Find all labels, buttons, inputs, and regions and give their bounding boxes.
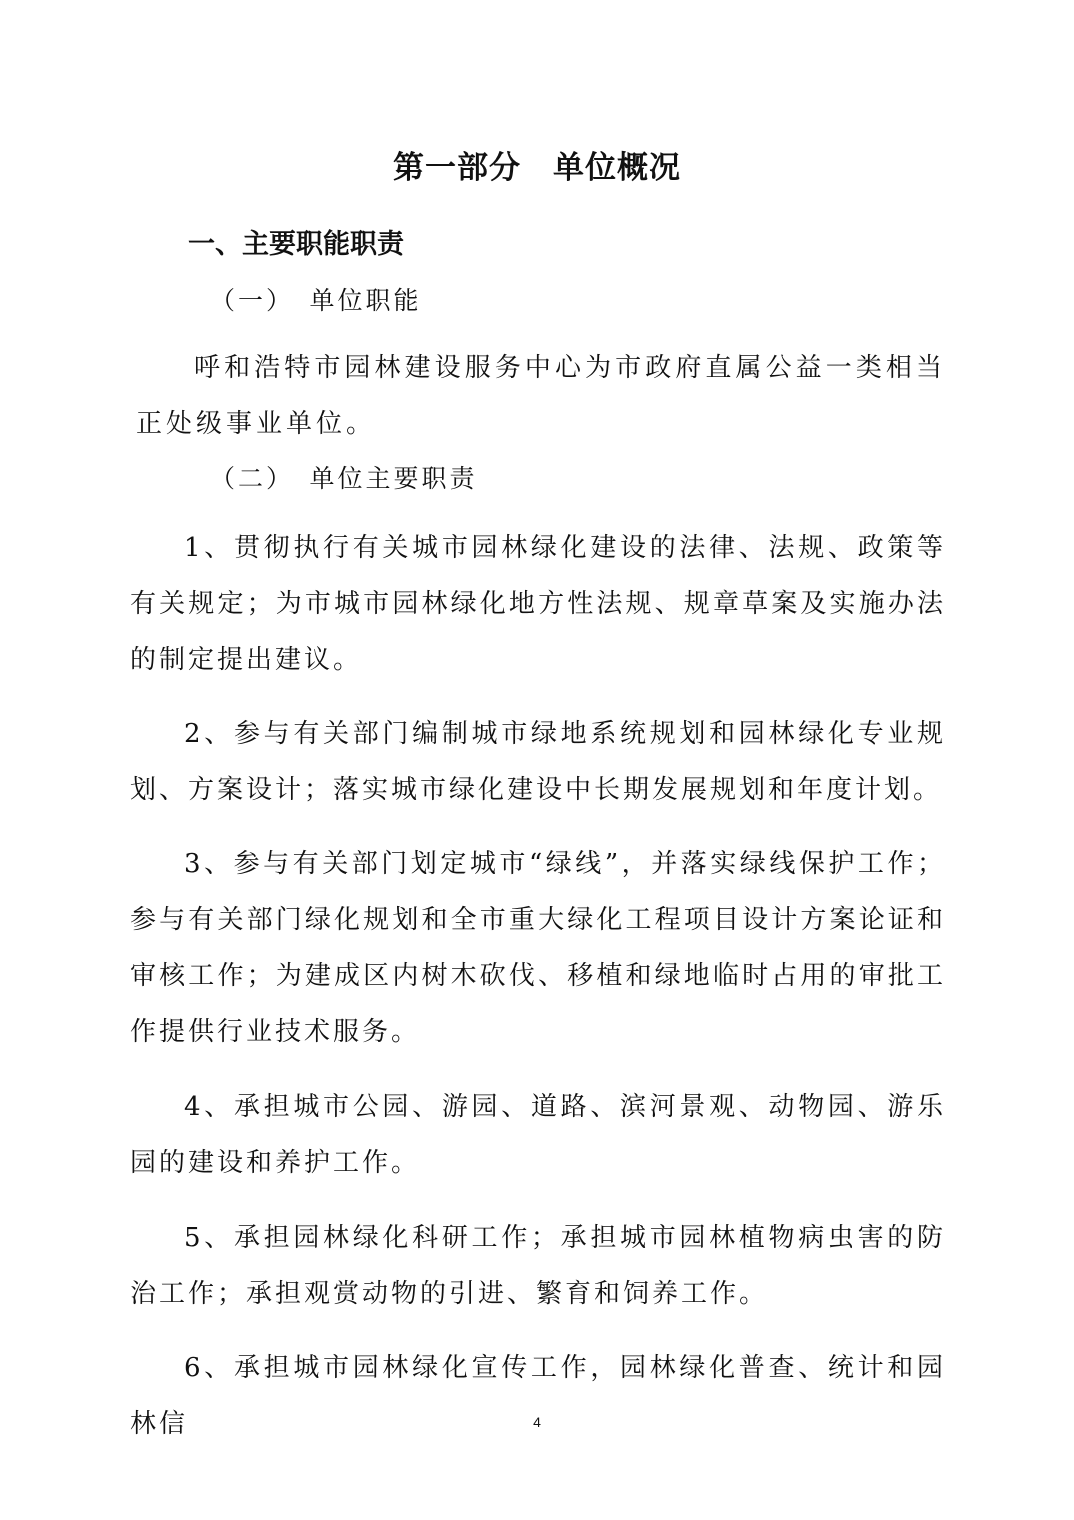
subsection-heading-duties: （二） 单位主要职责 [210,464,478,493]
duty-paragraph-4: 4、承担城市公园、游园、道路、滨河景观、动物园、游乐园的建设和养护工作。 [130,1092,946,1178]
section-heading: 一、主要职能职责 [188,229,404,260]
duty-paragraph-3: 3、参与有关部门划定城市“绿线”，并落实绿线保护工作；参与有关部门绿化规划和全市重大绿化工程项目设计方案论证和审核工作；为建成区内树木砍伐、移植和绿地临时占用的审批工作提供行业技术服务。 [130,849,946,1047]
duty-paragraph-6: 6、承担城市园林绿化宣传工作，园林绿化普查、统计和园林信 [130,1353,946,1439]
page-number: 4 [533,1414,541,1430]
duty-paragraph-2: 2、参与有关部门编制城市绿地系统规划和园林绿化专业规划、方案设计；落实城市绿化建设中长期发展规划和年度计划。 [130,719,946,805]
duty-paragraph-1: 1、贯彻执行有关城市园林绿化建设的法律、法规、政策等有关规定；为市城市园林绿化地方性法规、规章草案及实施办法的制定提出建议。 [130,533,946,675]
duty-paragraph-5: 5、承担园林绿化科研工作；承担城市园林植物病虫害的防治工作；承担观赏动物的引进、繁育和饲养工作。 [130,1223,946,1309]
intro-paragraph: 呼和浩特市园林建设服务中心为市政府直属公益一类相当正处级事业单位。 [136,353,946,439]
subsection-heading-functions: （一） 单位职能 [210,286,422,315]
page-title: 第一部分 单位概况 [393,150,681,186]
